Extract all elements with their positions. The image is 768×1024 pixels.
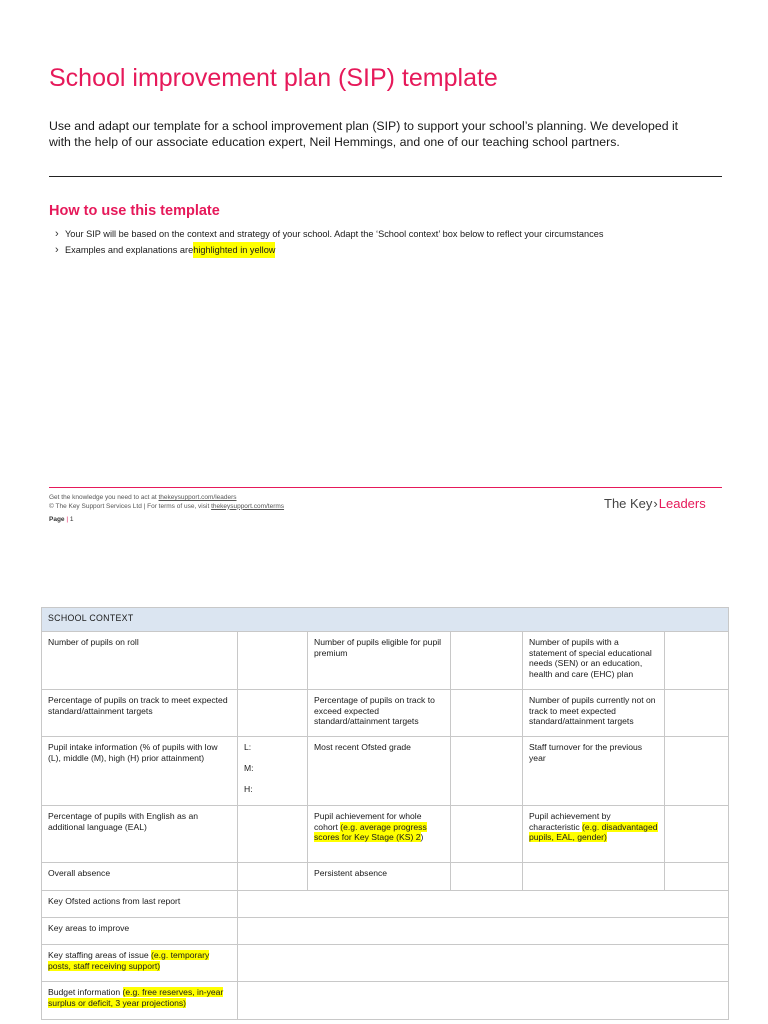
value-cell[interactable] [665, 806, 729, 863]
page-number-value: 1 [69, 516, 74, 523]
label-cell [523, 806, 665, 863]
value-cell[interactable] [451, 632, 523, 690]
table-row [42, 632, 729, 690]
table-header: SCHOOL CONTEXT [42, 608, 729, 632]
middle-label: M: [244, 763, 254, 773]
page-title: School improvement plan (SIP) template [49, 64, 498, 92]
label-text: Pupil achievement by characteristic [529, 811, 611, 832]
label-cell: Persistent absence [308, 863, 451, 891]
highlighted-text: (e.g. temporary posts, staff receiving support) [48, 950, 210, 971]
value-cell[interactable] [451, 737, 523, 806]
table-row [42, 806, 729, 863]
table-row [42, 891, 729, 918]
how-to-list [55, 226, 603, 258]
label-cell: Most recent Ofsted grade [308, 737, 451, 806]
chevron-right-icon: › [55, 244, 59, 256]
footer-divider [49, 487, 722, 488]
label-text: Pupil achievement for whole cohort [314, 811, 422, 832]
table-row [42, 982, 729, 1020]
low-label: L: [244, 742, 252, 752]
value-cell[interactable] [665, 737, 729, 806]
label-cell: Percentage of pupils on track to meet expected standard/attainment targets [42, 690, 238, 737]
label-cell: Percentage of pupils on track to exceed expected standard/attainment targets [308, 690, 451, 737]
value-cell[interactable] [238, 863, 308, 891]
high-label: H: [244, 784, 253, 794]
highlighted-text: (e.g. free reserves, in-year surplus or deficit, 3 year projections) [48, 987, 224, 1008]
label-cell [308, 806, 451, 863]
value-cell[interactable] [238, 632, 308, 690]
highlighted-text: highlighted in yellow [193, 242, 275, 258]
table-row [42, 737, 729, 806]
label-cell: Overall absence [42, 863, 238, 891]
value-cell[interactable] [238, 806, 308, 863]
table-row [42, 918, 729, 945]
page-separator: | [66, 516, 69, 523]
highlighted-text: (e.g. disadvantaged pupils, EAL, gender) [529, 821, 658, 842]
leaders-link[interactable]: thekeysupport.com/leaders [158, 494, 237, 501]
divider [49, 176, 722, 177]
chevron-right-icon: › [55, 228, 59, 240]
list-item [55, 242, 603, 258]
table-row [42, 945, 729, 982]
footer-line-1: Get the knowledge you need to act at [49, 494, 159, 501]
value-cell[interactable] [238, 918, 729, 945]
footer-line-2: © The Key Support Services Ltd | For terms of use, visit [49, 502, 212, 510]
label-text: Budget information [48, 987, 123, 997]
label-cell: Number of pupils eligible for pupil premium [308, 632, 451, 690]
how-to-heading: How to use this template [49, 203, 220, 219]
value-cell[interactable] [238, 690, 308, 737]
terms-link[interactable]: thekeysupport.com/terms [211, 502, 285, 510]
value-cell[interactable] [451, 690, 523, 737]
label-text: Key staffing areas of issue [48, 950, 152, 960]
label-cell: Number of pupils with a statement of special educational needs (SEN) or an education, health and care (EHC) plan [523, 632, 665, 690]
value-cell[interactable] [238, 982, 729, 1020]
value-cell[interactable] [238, 737, 308, 806]
table-row [42, 690, 729, 737]
label-cell [42, 945, 238, 982]
value-cell[interactable] [451, 863, 523, 891]
value-cell[interactable] [665, 632, 729, 690]
logo-leaders: Leaders [658, 496, 706, 511]
logo-the-key: The Key [604, 496, 653, 511]
value-cell[interactable] [665, 863, 729, 891]
the-key-leaders-logo [604, 496, 706, 511]
school-context-table [41, 607, 729, 1020]
value-cell[interactable] [523, 863, 665, 891]
page-label: Page [49, 516, 65, 523]
footer-text [49, 494, 284, 511]
label-cell: Staff turnover for the previous year [523, 737, 665, 806]
label-cell: Percentage of pupils with English as an additional language (EAL) [42, 806, 238, 863]
table-row [42, 863, 729, 891]
value-cell[interactable] [665, 690, 729, 737]
label-text: ) [420, 832, 424, 842]
intro-paragraph: Use and adapt our template for a school improvement plan (SIP) to support your school’s planning. We developed it with the help of our associate education expert, Neil Hemmings, and one of our teaching school partners. [49, 119, 679, 149]
bullet-text: Your SIP will be based on the context and strategy of your school. Adapt the ‘School context’ box below to reflect your circumstances [65, 229, 604, 239]
highlighted-text: (e.g. average progress scores for Key Stage (KS) 2 [314, 821, 427, 842]
value-cell[interactable] [451, 806, 523, 863]
label-cell: Pupil intake information (% of pupils with low (L), middle (M), high (H) prior attainment) [42, 737, 238, 806]
label-cell: Key areas to improve [42, 918, 238, 945]
logo-chevron-icon: › [653, 496, 658, 511]
label-cell: Number of pupils currently not on track to meet expected standard/attainment targets [523, 690, 665, 737]
bullet-text: Examples and explanations are [65, 245, 194, 255]
value-cell[interactable] [238, 945, 729, 982]
label-cell: Key Ofsted actions from last report [42, 891, 238, 918]
value-cell[interactable] [238, 891, 729, 918]
label-cell [42, 982, 238, 1020]
label-cell: Number of pupils on roll [42, 632, 238, 690]
list-item [55, 226, 603, 242]
page-number [49, 516, 74, 523]
